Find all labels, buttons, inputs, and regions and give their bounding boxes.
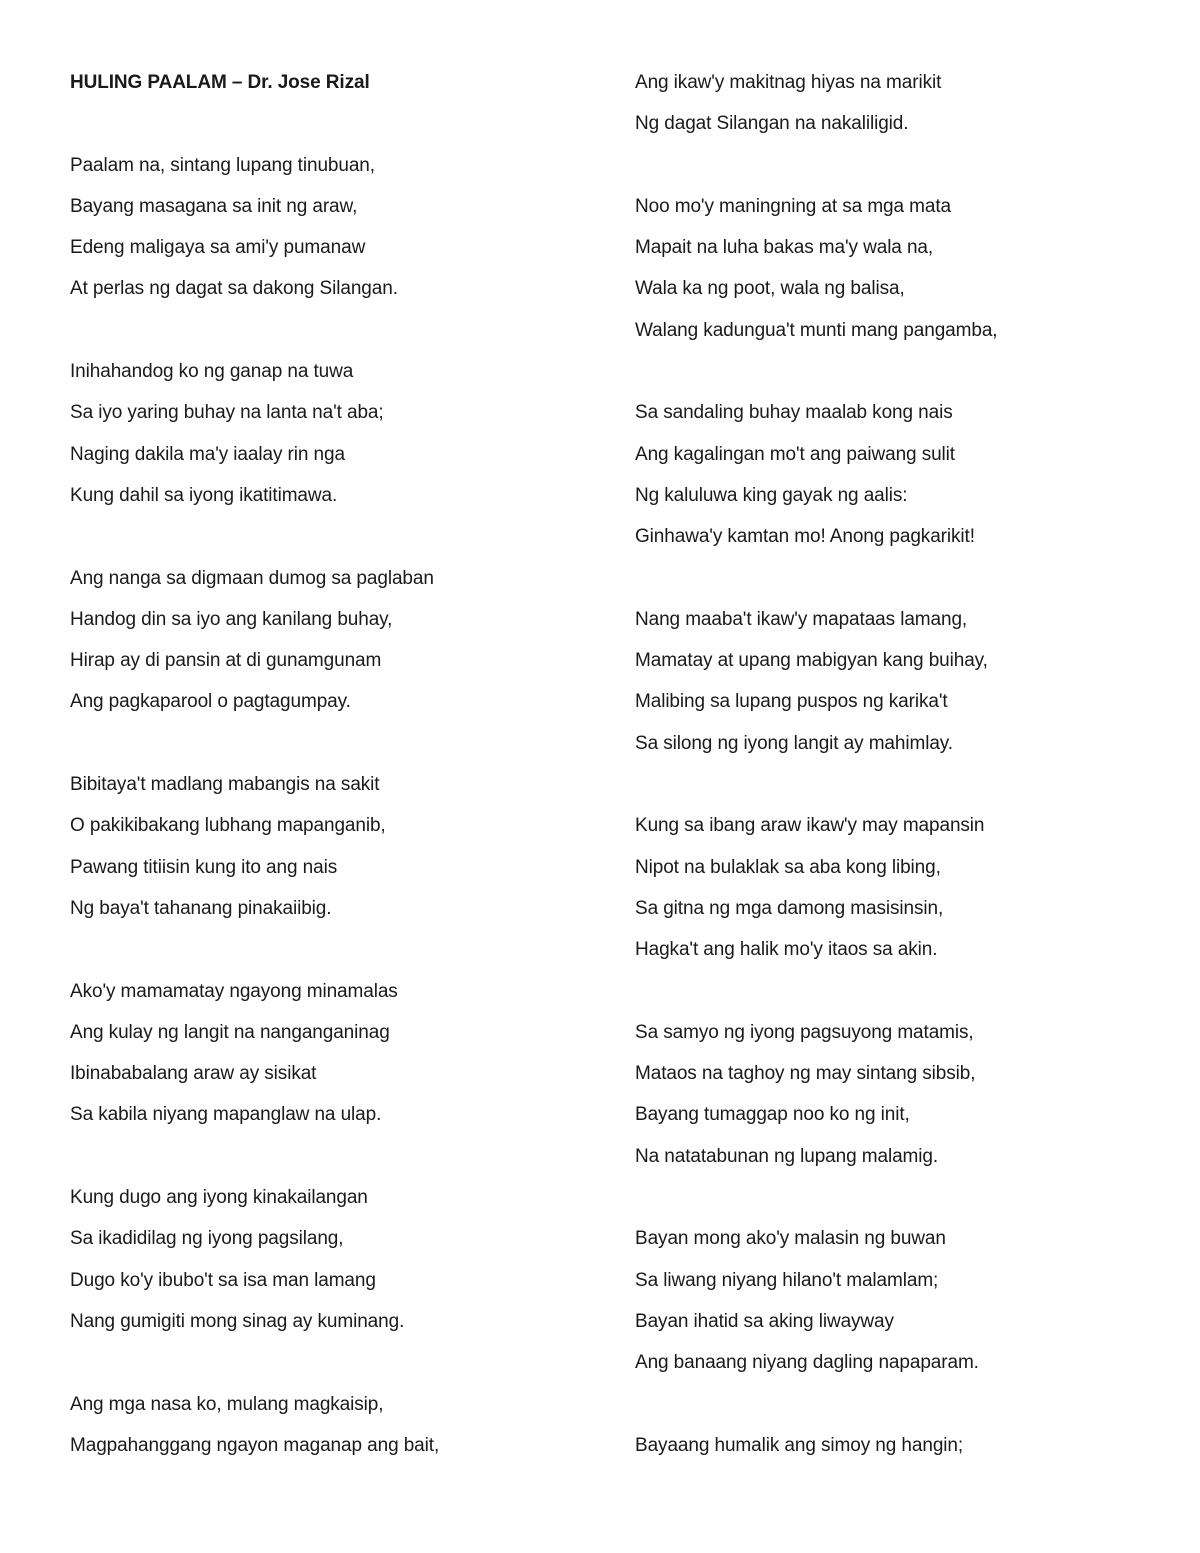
- stanza: [635, 805, 1155, 970]
- stanza-gap: [635, 351, 1155, 392]
- verse-line: O pakikibakang lubhang mapanganib,: [70, 815, 386, 837]
- stanza-gap: [70, 310, 590, 351]
- verse-line: Nipot na bulaklak sa aba kong libing,: [635, 856, 941, 878]
- stanza-gap: [635, 558, 1155, 599]
- verse-line: Ang mga nasa ko, mulang magkaisip,: [70, 1393, 384, 1415]
- verse-line: Mamatay at upang mabigyan kang buihay,: [635, 650, 988, 672]
- stanza-gap: [70, 1342, 590, 1383]
- verse-line: Dugo ko'y ibubo't sa isa man lamang: [70, 1269, 376, 1291]
- verse-line: Ang pagkaparool o pagtagumpay.: [70, 691, 351, 713]
- verse-line: Kung dugo ang iyong kinakailangan: [70, 1187, 368, 1209]
- verse-line: Ang banaang niyang dagling napaparam.: [635, 1352, 979, 1374]
- verse-line: Bayan ihatid sa aking liwayway: [635, 1310, 894, 1332]
- verse-line: Paalam na, sintang lupang tinubuan,: [70, 154, 375, 176]
- stanza-gap: [70, 1136, 590, 1177]
- verse-line: Nang gumigiti mong sinag ay kuminang.: [70, 1310, 405, 1332]
- verse-line: Pawang titiisin kung ito ang nais: [70, 856, 338, 878]
- stanza: [70, 971, 590, 1136]
- stanza: [635, 62, 1155, 145]
- stanza: [70, 1384, 590, 1467]
- verse-line: Kung dahil sa iyong ikatitimawa.: [70, 484, 338, 506]
- stanza: [70, 558, 590, 723]
- stanza-gap: [70, 723, 590, 764]
- stanza: [635, 1012, 1155, 1177]
- stanza: [70, 764, 590, 929]
- verse-line: Bayaang humalik ang simoy ng hangin;: [635, 1434, 964, 1456]
- verse-line: Bayang tumaggap noo ko ng init,: [635, 1104, 910, 1126]
- verse-line: Bibitaya't madlang mabangis na sakit: [70, 774, 380, 796]
- stanza: [635, 1218, 1155, 1383]
- verse-line: Wala ka ng poot, wala ng balisa,: [635, 278, 905, 300]
- stanza: [70, 1177, 590, 1342]
- verse-line: Edeng maligaya sa ami'y pumanaw: [70, 237, 366, 259]
- verse-line: Ginhawa'y kamtan mo! Anong pagkarikit!: [635, 526, 975, 548]
- stanza: [70, 145, 590, 310]
- verse-line: Sa sandaling buhay maalab kong nais: [635, 402, 953, 424]
- left-column: [70, 62, 590, 1466]
- verse-line: Magpahanggang ngayon maganap ang bait,: [70, 1434, 440, 1456]
- verse-line: Malibing sa lupang puspos ng karika't: [635, 691, 948, 713]
- verse-line: Ang kagalingan mo't ang paiwang sulit: [635, 443, 955, 465]
- verse-line: Ang kulay ng langit na nanganganinag: [70, 1021, 390, 1043]
- stanza-gap: [635, 764, 1155, 805]
- stanza: [635, 599, 1155, 764]
- verse-line: Ng dagat Silangan na nakaliligid.: [635, 113, 909, 135]
- verse-line: Mataos na taghoy ng may sintang sibsib,: [635, 1063, 976, 1085]
- verse-line: Bayang masagana sa init ng araw,: [70, 195, 358, 217]
- verse-line: Ibinababalang araw ay sisikat: [70, 1063, 317, 1085]
- stanza-gap: [635, 1384, 1155, 1425]
- stanza-gap: [635, 1177, 1155, 1218]
- verse-line: Handog din sa iyo ang kanilang buhay,: [70, 608, 393, 630]
- verse-line: Noo mo'y maningning at sa mga mata: [635, 195, 952, 217]
- verse-line: Ang ikaw'y makitnag hiyas na marikit: [635, 72, 942, 93]
- verse-line: Sa iyo yaring buhay na lanta na't aba;: [70, 402, 384, 424]
- stanza-gap: [70, 516, 590, 557]
- stanza-gap: [635, 971, 1155, 1012]
- verse-line: Mapait na luha bakas ma'y wala na,: [635, 237, 934, 259]
- stanza: [635, 1425, 1155, 1466]
- verse-line: Kung sa ibang araw ikaw'y may mapansin: [635, 815, 985, 837]
- verse-line: Walang kadungua't munti mang pangamba,: [635, 319, 998, 341]
- verse-line: Ng kaluluwa king gayak ng aalis:: [635, 484, 908, 506]
- verse-line: Hagka't ang halik mo'y itaos sa akin.: [635, 939, 938, 961]
- stanza-gap: [635, 145, 1155, 186]
- verse-line: Sa silong ng iyong langit ay mahimlay.: [635, 732, 953, 754]
- right-column: [635, 62, 1155, 1466]
- stanza-gap: [70, 103, 590, 144]
- verse-line: Naging dakila ma'y iaalay rin nga: [70, 443, 345, 465]
- verse-line: Ako'y mamamatay ngayong minamalas: [70, 980, 398, 1002]
- verse-line: Sa liwang niyang hilano't malamlam;: [635, 1269, 939, 1291]
- verse-line: Sa gitna ng mga damong masisinsin,: [635, 897, 944, 919]
- stanza: [635, 186, 1155, 351]
- verse-line: At perlas ng dagat sa dakong Silangan.: [70, 278, 398, 300]
- poem-title: HULING PAALAM – Dr. Jose Rizal: [70, 72, 370, 93]
- verse-line: Na natatabunan ng lupang malamig.: [635, 1145, 939, 1167]
- stanza: [70, 351, 590, 516]
- verse-line: Hirap ay di pansin at di gunamgunam: [70, 650, 382, 672]
- verse-line: Sa samyo ng iyong pagsuyong matamis,: [635, 1021, 974, 1043]
- verse-line: Nang maaba't ikaw'y mapataas lamang,: [635, 608, 968, 630]
- verse-line: Sa kabila niyang mapanglaw na ulap.: [70, 1104, 382, 1126]
- verse-line: Inihahandog ko ng ganap na tuwa: [70, 361, 354, 383]
- verse-line: Ang nanga sa digmaan dumog sa paglaban: [70, 567, 434, 589]
- verse-line: Bayan mong ako'y malasin ng buwan: [635, 1228, 946, 1250]
- verse-line: Ng baya't tahanang pinakaiibig.: [70, 897, 332, 919]
- stanza: [635, 392, 1155, 557]
- stanza-gap: [70, 929, 590, 970]
- verse-line: Sa ikadidilag ng iyong pagsilang,: [70, 1228, 344, 1250]
